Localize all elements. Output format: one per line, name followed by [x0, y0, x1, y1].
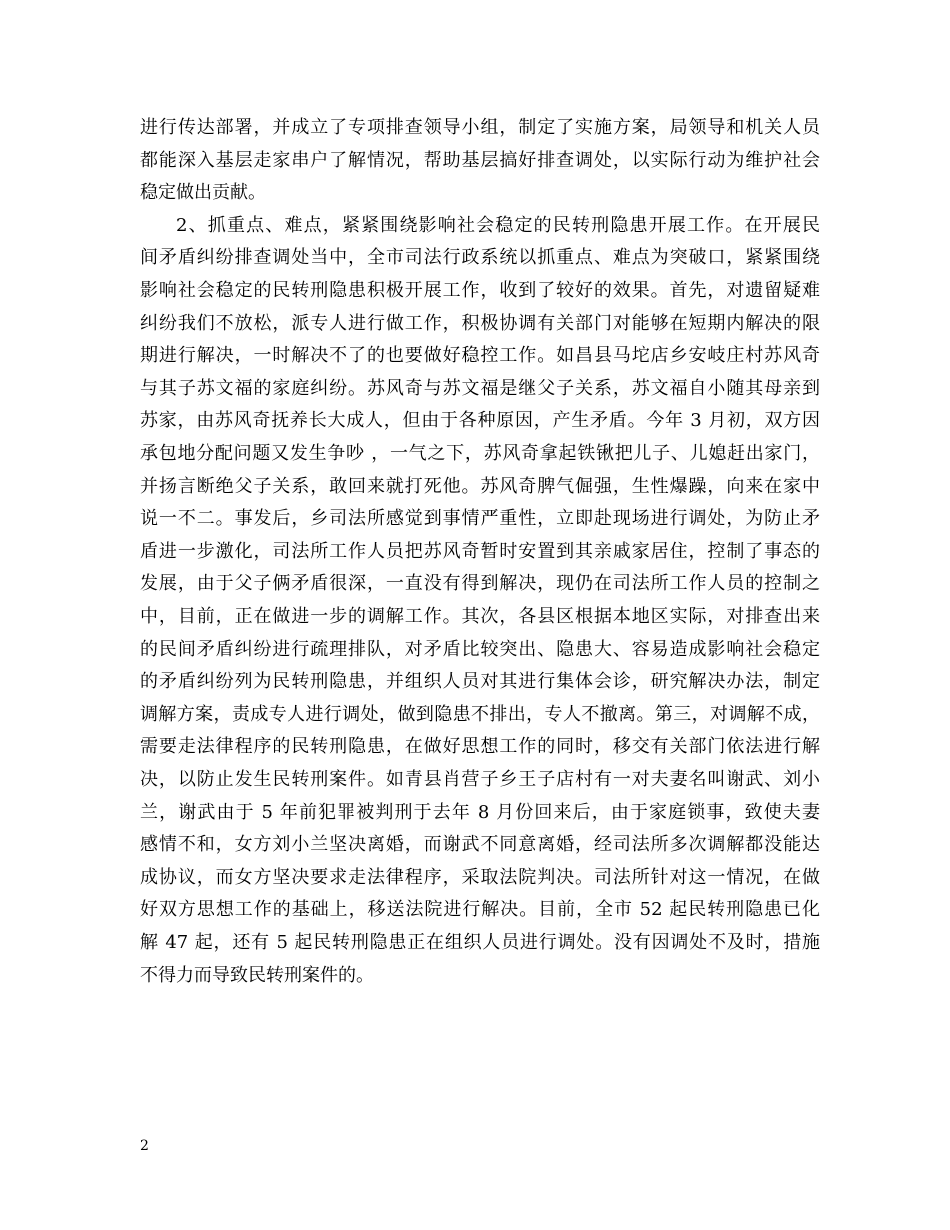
- text-line: 调解方案，责成专人进行调处，做到隐患不排出，专人不撤离。第三，对调解不成，: [140, 704, 820, 725]
- text-line: 承包地分配问题又发生争吵 ，一气之下，苏风奇拿起铁锹把儿子、儿媳赶出家门，: [140, 443, 820, 464]
- text-line: 2、抓重点、难点，紧紧围绕影响社会稳定的民转刑隐患开展工作。在开展民: [176, 215, 820, 236]
- text-line: 与其子苏文福的家庭纠纷。苏风奇与苏文福是继父子关系，苏文福自小随其母亲到: [140, 378, 820, 399]
- text-line: 纠纷我们不放松，派专人进行做工作，积极协调有关部门对能够在短期内解决的限: [140, 313, 820, 334]
- text-line: 说一不二。事发后，乡司法所感觉到事情严重性，立即赴现场进行调处，为防止矛: [140, 508, 820, 529]
- text-line: 盾进一步激化，司法所工作人员把苏风奇暂时安置到其亲戚家居住，控制了事态的: [140, 541, 820, 562]
- text-line: 的民间矛盾纠纷进行疏理排队，对矛盾比较突出、隐患大、容易造成影响社会稳定: [140, 639, 820, 660]
- text-line: 不得力而导致民转刑案件的。: [140, 965, 374, 986]
- text-line: 需要走法律程序的民转刑隐患，在做好思想工作的同时，移交有关部门依法进行解: [140, 736, 820, 757]
- text-line: 都能深入基层走家串户了解情况，帮助基层搞好排查调处，以实际行动为维护社会: [140, 150, 820, 171]
- text-line: 中，目前，正在做进一步的调解工作。其次，各县区根据本地区实际，对排查出来: [140, 606, 820, 627]
- text-line: 兰，谢武由于 5 年前犯罪被判刑于去年 8 月份回来后，由于家庭锁事，致使夫妻: [140, 802, 820, 823]
- text-line: 期进行解决，一时解决不了的也要做好稳控工作。如昌县马坨店乡安岐庄村苏风奇: [140, 345, 820, 366]
- text-line: 进行传达部署，并成立了专项排查领导小组，制定了实施方案，局领导和机关人员: [140, 117, 820, 138]
- text-line: 解 47 起，还有 5 起民转刑隐患正在组织人员进行调处。没有因调处不及时，措施: [140, 932, 820, 953]
- text-line: 决，以防止发生民转刑案件。如青县肖营子乡王子店村有一对夫妻名叫谢武、刘小: [140, 769, 820, 790]
- text-line: 并扬言断绝父子关系，敢回来就打死他。苏风奇脾气倔强，生性爆躁，向来在家中: [140, 476, 820, 497]
- text-line: 稳定做出贡献。: [140, 182, 266, 203]
- text-line: 影响社会稳定的民转刑隐患积极开展工作，收到了较好的效果。首先，对遗留疑难: [140, 280, 820, 301]
- text-line: 间矛盾纠纷排查调处当中，全市司法行政系统以抓重点、难点为突破口，紧紧围绕: [140, 247, 820, 268]
- text-line: 感情不和，女方刘小兰坚决离婚，而谢武不同意离婚，经司法所多次调解都没能达: [140, 834, 820, 855]
- text-line: 的矛盾纠纷列为民转刑隐患，并组织人员对其进行集体会诊，研究解决办法，制定: [140, 671, 820, 692]
- page-number: 2: [140, 1138, 149, 1154]
- text-line: 苏家，由苏风奇抚养长大成人，但由于各种原因，产生矛盾。今年 3 月初，双方因: [140, 410, 820, 431]
- text-line: 好双方思想工作的基础上，移送法院进行解决。目前，全市 52 起民转刑隐患已化: [140, 899, 820, 920]
- text-line: 发展，由于父子俩矛盾很深，一直没有得到解决，现仍在司法所工作人员的控制之: [140, 573, 820, 594]
- text-line: 成协议，而女方坚决要求走法律程序，采取法院判决。司法所针对这一情况，在做: [140, 867, 820, 888]
